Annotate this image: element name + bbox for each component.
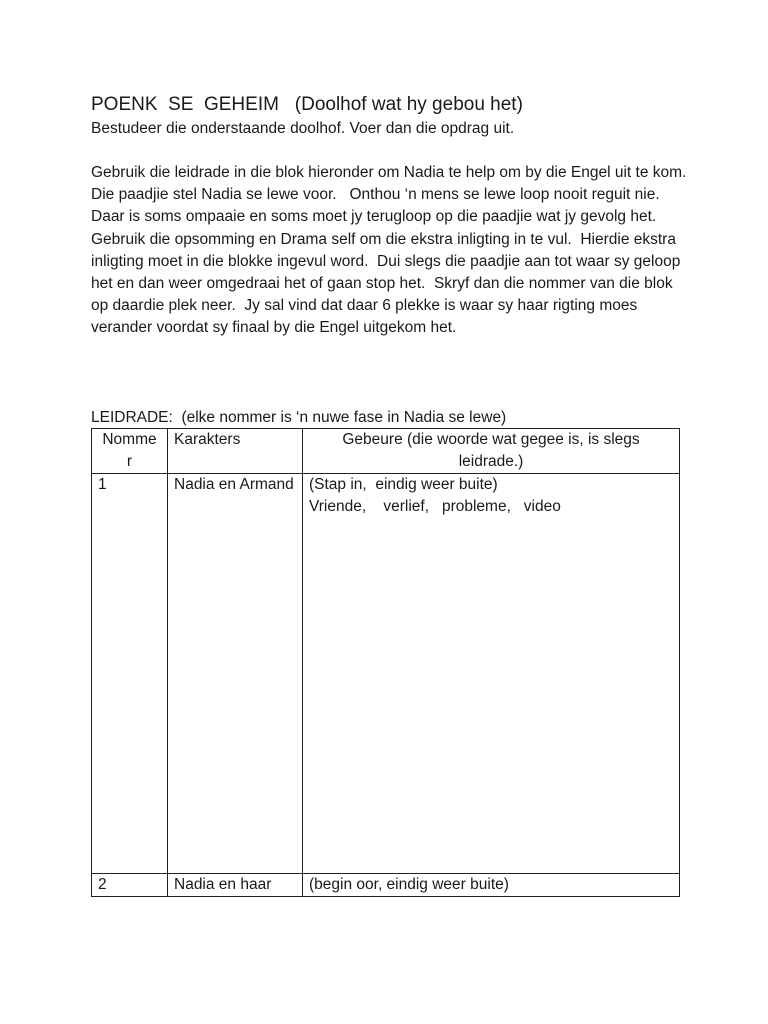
- header-number: [92, 428, 168, 473]
- table-header-row: [92, 428, 680, 473]
- table-caption: LEIDRADE: (elke nommer is ‘n nuwe fase in Nadia se lewe): [91, 408, 507, 426]
- row-events-line: (Stap in, eindig weer buite): [309, 475, 498, 493]
- row-events-line: Vriende, verlief, probleme, video: [309, 497, 561, 515]
- row-characters: Nadia en haar: [168, 873, 303, 896]
- row-events: [303, 473, 680, 873]
- row-events-line: (begin oor, eindig weer buite): [309, 875, 509, 893]
- header-events: Gebeure (die woorde wat gegee is, is slegs leidrade.): [303, 428, 680, 473]
- instructions-paragraph-2: Gebruik die opsomming en Drama self om die ekstra inligting in te vul. Hierdie ekstra inligting moet in die blokke ingevul word. Dui slegs die paadjie aan tot waar sy geloop het en dan weer omgedraai het of gaan stop het. Skryf dan die nommer van die blok op daardie plek neer. Jy sal vind dat daar 6 plekke is waar sy haar rigting moes verander voordat sy finaal by die Engel uitgekom het.: [91, 230, 685, 337]
- row-characters: Nadia en Armand: [168, 473, 303, 873]
- table-row: [92, 873, 680, 896]
- instructions-paragraph-1: Gebruik die leidrade in die blok hieronder om Nadia te help om by die Engel uit te kom. Die paadjie stel Nadia se lewe voor. Onthou ‘n mens se lewe loop nooit reguit nie. Daar is soms ompaaie en soms moet jy terugloop op die paadjie wat jy gevolg het.: [91, 164, 695, 226]
- table-row: [92, 473, 680, 873]
- document-page: [91, 92, 695, 897]
- document-title: POENK SE GEHEIM (Doolhof wat hy gebou het): [91, 94, 523, 115]
- row-events: [303, 873, 680, 896]
- document-subtitle: Bestudeer die onderstaande doolhof. Voer dan die opdrag uit.: [91, 120, 515, 137]
- header-number-text: Nomme r: [102, 430, 157, 470]
- spacer: [91, 340, 691, 407]
- row-number: 1: [92, 473, 168, 873]
- clues-table: [91, 428, 680, 897]
- header-characters: Karakters: [168, 428, 303, 473]
- row-number: 2: [92, 873, 168, 896]
